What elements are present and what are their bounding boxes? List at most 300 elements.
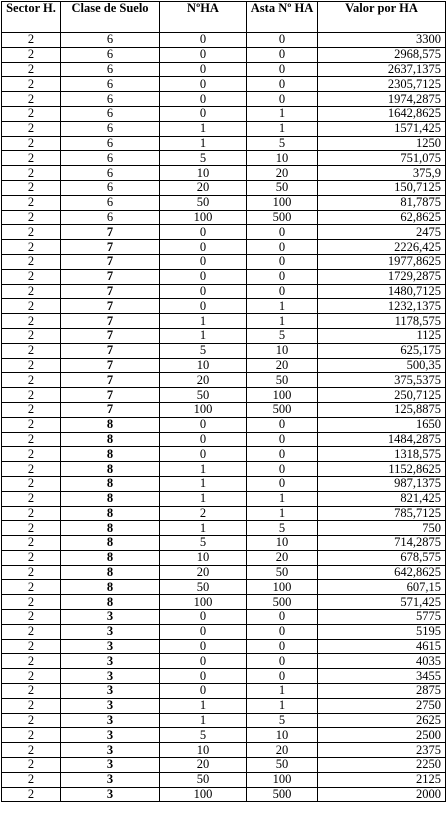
header-asta-nha: Asta Nº HA — [247, 2, 318, 33]
cell-nha: 1 — [160, 136, 247, 151]
table-row — [2, 210, 446, 225]
cell-nha: 50 — [160, 580, 247, 595]
cell-sector: 2 — [2, 254, 61, 269]
cell-sector: 2 — [2, 225, 61, 240]
cell-asta-nha: 1 — [247, 299, 318, 314]
cell-clase-de-suelo: 3 — [61, 624, 160, 639]
cell-clase-de-suelo: 3 — [61, 684, 160, 699]
cell-valor-por-ha: 2000 — [318, 787, 446, 802]
cell-nha: 0 — [160, 610, 247, 625]
cell-nha: 0 — [160, 240, 247, 255]
table-row — [2, 654, 446, 669]
cell-valor-por-ha: 1250 — [318, 136, 446, 151]
cell-nha: 1 — [160, 476, 247, 491]
table-row — [2, 595, 446, 610]
cell-sector: 2 — [2, 595, 61, 610]
cell-clase-de-suelo: 3 — [61, 669, 160, 684]
cell-nha: 0 — [160, 254, 247, 269]
table-row — [2, 447, 446, 462]
cell-asta-nha: 0 — [247, 476, 318, 491]
cell-sector: 2 — [2, 77, 61, 92]
cell-asta-nha: 0 — [247, 269, 318, 284]
cell-sector: 2 — [2, 713, 61, 728]
cell-asta-nha: 20 — [247, 166, 318, 181]
cell-valor-por-ha: 1571,425 — [318, 121, 446, 136]
cell-nha: 20 — [160, 758, 247, 773]
cell-nha: 0 — [160, 624, 247, 639]
table-row — [2, 580, 446, 595]
cell-asta-nha: 50 — [247, 565, 318, 580]
cell-sector: 2 — [2, 210, 61, 225]
cell-valor-por-ha: 607,15 — [318, 580, 446, 595]
table-row — [2, 195, 446, 210]
cell-valor-por-ha: 625,175 — [318, 343, 446, 358]
table-row — [2, 772, 446, 787]
cell-asta-nha: 0 — [247, 47, 318, 62]
cell-nha: 1 — [160, 713, 247, 728]
cell-asta-nha: 0 — [247, 669, 318, 684]
table-row — [2, 166, 446, 181]
cell-sector: 2 — [2, 33, 61, 48]
cell-nha: 1 — [160, 698, 247, 713]
cell-clase-de-suelo: 8 — [61, 462, 160, 477]
cell-sector: 2 — [2, 180, 61, 195]
cell-sector: 2 — [2, 358, 61, 373]
cell-nha: 1 — [160, 521, 247, 536]
cell-sector: 2 — [2, 314, 61, 329]
cell-sector: 2 — [2, 550, 61, 565]
cell-nha: 0 — [160, 47, 247, 62]
cell-clase-de-suelo: 7 — [61, 314, 160, 329]
table-row — [2, 536, 446, 551]
cell-nha: 50 — [160, 195, 247, 210]
cell-clase-de-suelo: 3 — [61, 698, 160, 713]
table-row — [2, 506, 446, 521]
cell-nha: 0 — [160, 432, 247, 447]
cell-nha: 0 — [160, 284, 247, 299]
cell-valor-por-ha: 1650 — [318, 417, 446, 432]
cell-valor-por-ha: 2375 — [318, 743, 446, 758]
cell-valor-por-ha: 5775 — [318, 610, 446, 625]
cell-asta-nha: 500 — [247, 787, 318, 802]
cell-nha: 5 — [160, 151, 247, 166]
cell-asta-nha: 0 — [247, 225, 318, 240]
cell-clase-de-suelo: 7 — [61, 254, 160, 269]
cell-clase-de-suelo: 8 — [61, 432, 160, 447]
cell-nha: 0 — [160, 654, 247, 669]
cell-sector: 2 — [2, 121, 61, 136]
cell-sector: 2 — [2, 432, 61, 447]
table-row — [2, 77, 446, 92]
table-row — [2, 728, 446, 743]
cell-nha: 0 — [160, 77, 247, 92]
cell-valor-por-ha: 642,8625 — [318, 565, 446, 580]
cell-clase-de-suelo: 8 — [61, 491, 160, 506]
table-row — [2, 743, 446, 758]
cell-sector: 2 — [2, 136, 61, 151]
cell-valor-por-ha: 751,075 — [318, 151, 446, 166]
cell-nha: 0 — [160, 669, 247, 684]
cell-nha: 1 — [160, 314, 247, 329]
cell-clase-de-suelo: 3 — [61, 787, 160, 802]
cell-valor-por-ha: 3300 — [318, 33, 446, 48]
cell-valor-por-ha: 1232,1375 — [318, 299, 446, 314]
cell-sector: 2 — [2, 62, 61, 77]
cell-sector: 2 — [2, 624, 61, 639]
cell-valor-por-ha: 750 — [318, 521, 446, 536]
table-row — [2, 180, 446, 195]
table-row — [2, 639, 446, 654]
cell-clase-de-suelo: 7 — [61, 328, 160, 343]
cell-clase-de-suelo: 8 — [61, 417, 160, 432]
table-header — [2, 2, 446, 33]
cell-sector: 2 — [2, 521, 61, 536]
cell-asta-nha: 0 — [247, 624, 318, 639]
table-row — [2, 713, 446, 728]
cell-asta-nha: 10 — [247, 536, 318, 551]
cell-clase-de-suelo: 7 — [61, 299, 160, 314]
cell-nha: 0 — [160, 92, 247, 107]
cell-clase-de-suelo: 3 — [61, 654, 160, 669]
cell-asta-nha: 50 — [247, 180, 318, 195]
cell-asta-nha: 50 — [247, 373, 318, 388]
cell-sector: 2 — [2, 565, 61, 580]
table-row — [2, 47, 446, 62]
cell-asta-nha: 0 — [247, 417, 318, 432]
cell-asta-nha: 100 — [247, 772, 318, 787]
cell-valor-por-ha: 2968,575 — [318, 47, 446, 62]
cell-clase-de-suelo: 8 — [61, 550, 160, 565]
cell-clase-de-suelo: 7 — [61, 388, 160, 403]
cell-sector: 2 — [2, 388, 61, 403]
cell-valor-por-ha: 500,35 — [318, 358, 446, 373]
cell-asta-nha: 5 — [247, 713, 318, 728]
cell-clase-de-suelo: 8 — [61, 536, 160, 551]
cell-clase-de-suelo: 6 — [61, 210, 160, 225]
cell-valor-por-ha: 2875 — [318, 684, 446, 699]
cell-sector: 2 — [2, 299, 61, 314]
cell-valor-por-ha: 1480,7125 — [318, 284, 446, 299]
cell-asta-nha: 0 — [247, 77, 318, 92]
cell-clase-de-suelo: 8 — [61, 595, 160, 610]
cell-asta-nha: 1 — [247, 684, 318, 699]
cell-nha: 0 — [160, 62, 247, 77]
cell-valor-por-ha: 987,1375 — [318, 476, 446, 491]
cell-clase-de-suelo: 7 — [61, 343, 160, 358]
cell-clase-de-suelo: 3 — [61, 743, 160, 758]
cell-asta-nha: 0 — [247, 610, 318, 625]
cell-clase-de-suelo: 8 — [61, 580, 160, 595]
cell-valor-por-ha: 2475 — [318, 225, 446, 240]
cell-asta-nha: 0 — [247, 654, 318, 669]
cell-sector: 2 — [2, 195, 61, 210]
table-row — [2, 92, 446, 107]
cell-valor-por-ha: 2750 — [318, 698, 446, 713]
cell-valor-por-ha: 1152,8625 — [318, 462, 446, 477]
cell-valor-por-ha: 1484,2875 — [318, 432, 446, 447]
table-row — [2, 136, 446, 151]
cell-nha: 20 — [160, 180, 247, 195]
cell-asta-nha: 1 — [247, 314, 318, 329]
cell-sector: 2 — [2, 447, 61, 462]
cell-asta-nha: 0 — [247, 284, 318, 299]
cell-sector: 2 — [2, 269, 61, 284]
table-row — [2, 358, 446, 373]
cell-nha: 10 — [160, 550, 247, 565]
cell-clase-de-suelo: 6 — [61, 62, 160, 77]
cell-valor-por-ha: 2250 — [318, 758, 446, 773]
cell-valor-por-ha: 3455 — [318, 669, 446, 684]
cell-nha: 20 — [160, 373, 247, 388]
cell-asta-nha: 50 — [247, 758, 318, 773]
cell-sector: 2 — [2, 166, 61, 181]
cell-valor-por-ha: 1974,2875 — [318, 92, 446, 107]
cell-clase-de-suelo: 3 — [61, 713, 160, 728]
table-row — [2, 521, 446, 536]
cell-nha: 20 — [160, 565, 247, 580]
table-row — [2, 284, 446, 299]
table-row — [2, 269, 446, 284]
cell-nha: 1 — [160, 121, 247, 136]
cell-clase-de-suelo: 6 — [61, 166, 160, 181]
cell-sector: 2 — [2, 462, 61, 477]
cell-nha: 1 — [160, 328, 247, 343]
cell-asta-nha: 1 — [247, 698, 318, 713]
cell-clase-de-suelo: 3 — [61, 639, 160, 654]
cell-asta-nha: 20 — [247, 550, 318, 565]
cell-nha: 0 — [160, 269, 247, 284]
table-row — [2, 388, 446, 403]
cell-clase-de-suelo: 6 — [61, 92, 160, 107]
cell-nha: 100 — [160, 210, 247, 225]
cell-nha: 5 — [160, 343, 247, 358]
cell-sector: 2 — [2, 328, 61, 343]
table-row — [2, 299, 446, 314]
cell-sector: 2 — [2, 743, 61, 758]
cell-valor-por-ha: 821,425 — [318, 491, 446, 506]
cell-asta-nha: 5 — [247, 521, 318, 536]
cell-sector: 2 — [2, 491, 61, 506]
cell-clase-de-suelo: 8 — [61, 521, 160, 536]
table-row — [2, 225, 446, 240]
table-row — [2, 610, 446, 625]
cell-sector: 2 — [2, 47, 61, 62]
table-row — [2, 565, 446, 580]
table-row — [2, 314, 446, 329]
cell-valor-por-ha: 1178,575 — [318, 314, 446, 329]
cell-clase-de-suelo: 7 — [61, 225, 160, 240]
cell-valor-por-ha: 81,7875 — [318, 195, 446, 210]
cell-sector: 2 — [2, 151, 61, 166]
table-row — [2, 417, 446, 432]
cell-asta-nha: 5 — [247, 136, 318, 151]
cell-asta-nha: 10 — [247, 343, 318, 358]
cell-valor-por-ha: 1977,8625 — [318, 254, 446, 269]
cell-valor-por-ha: 1125 — [318, 328, 446, 343]
cell-nha: 10 — [160, 358, 247, 373]
cell-asta-nha: 500 — [247, 595, 318, 610]
cell-sector: 2 — [2, 772, 61, 787]
cell-sector: 2 — [2, 580, 61, 595]
cell-asta-nha: 0 — [247, 240, 318, 255]
cell-nha: 50 — [160, 772, 247, 787]
cell-asta-nha: 0 — [247, 447, 318, 462]
cell-nha: 10 — [160, 743, 247, 758]
table-row — [2, 373, 446, 388]
cell-valor-por-ha: 150,7125 — [318, 180, 446, 195]
cell-valor-por-ha: 2305,7125 — [318, 77, 446, 92]
cell-sector: 2 — [2, 240, 61, 255]
cell-clase-de-suelo: 3 — [61, 758, 160, 773]
cell-valor-por-ha: 62,8625 — [318, 210, 446, 225]
cell-sector: 2 — [2, 417, 61, 432]
cell-sector: 2 — [2, 536, 61, 551]
cell-clase-de-suelo: 8 — [61, 565, 160, 580]
table-row — [2, 106, 446, 121]
cell-nha: 1 — [160, 462, 247, 477]
cell-valor-por-ha: 375,5375 — [318, 373, 446, 388]
cell-valor-por-ha: 5195 — [318, 624, 446, 639]
cell-clase-de-suelo: 6 — [61, 106, 160, 121]
table-row — [2, 491, 446, 506]
table-row — [2, 254, 446, 269]
cell-valor-por-ha: 678,575 — [318, 550, 446, 565]
cell-sector: 2 — [2, 343, 61, 358]
cell-clase-de-suelo: 3 — [61, 772, 160, 787]
cell-nha: 0 — [160, 225, 247, 240]
cell-sector: 2 — [2, 639, 61, 654]
cell-clase-de-suelo: 8 — [61, 506, 160, 521]
cell-nha: 100 — [160, 402, 247, 417]
header-sector: Sector H. — [2, 2, 61, 33]
cell-asta-nha: 100 — [247, 580, 318, 595]
cell-valor-por-ha: 125,8875 — [318, 402, 446, 417]
cell-sector: 2 — [2, 402, 61, 417]
cell-sector: 2 — [2, 610, 61, 625]
cell-asta-nha: 0 — [247, 92, 318, 107]
cell-nha: 5 — [160, 536, 247, 551]
cell-asta-nha: 100 — [247, 195, 318, 210]
cell-clase-de-suelo: 6 — [61, 33, 160, 48]
cell-sector: 2 — [2, 728, 61, 743]
cell-sector: 2 — [2, 506, 61, 521]
cell-nha: 10 — [160, 166, 247, 181]
cell-asta-nha: 0 — [247, 254, 318, 269]
header-clase-de-suelo: Clase de Suelo — [61, 2, 160, 33]
cell-nha: 50 — [160, 388, 247, 403]
cell-valor-por-ha: 1318,575 — [318, 447, 446, 462]
cell-asta-nha: 0 — [247, 639, 318, 654]
cell-sector: 2 — [2, 654, 61, 669]
cell-nha: 100 — [160, 595, 247, 610]
table-row — [2, 121, 446, 136]
table-row — [2, 240, 446, 255]
table-row — [2, 476, 446, 491]
cell-valor-por-ha: 1729,2875 — [318, 269, 446, 284]
cell-valor-por-ha: 785,7125 — [318, 506, 446, 521]
cell-valor-por-ha: 2226,425 — [318, 240, 446, 255]
table-row — [2, 33, 446, 48]
header-row — [2, 2, 446, 33]
cell-valor-por-ha: 4035 — [318, 654, 446, 669]
table-body — [2, 33, 446, 802]
cell-asta-nha: 1 — [247, 506, 318, 521]
cell-asta-nha: 0 — [247, 432, 318, 447]
cell-asta-nha: 0 — [247, 62, 318, 77]
table-row — [2, 328, 446, 343]
table-row — [2, 684, 446, 699]
cell-asta-nha: 1 — [247, 106, 318, 121]
cell-sector: 2 — [2, 92, 61, 107]
cell-sector: 2 — [2, 284, 61, 299]
cell-clase-de-suelo: 6 — [61, 180, 160, 195]
cell-sector: 2 — [2, 787, 61, 802]
cell-sector: 2 — [2, 698, 61, 713]
cell-clase-de-suelo: 6 — [61, 136, 160, 151]
cell-asta-nha: 0 — [247, 33, 318, 48]
table-row — [2, 624, 446, 639]
cell-clase-de-suelo: 7 — [61, 269, 160, 284]
cell-valor-por-ha: 714,2875 — [318, 536, 446, 551]
cell-nha: 0 — [160, 684, 247, 699]
cell-sector: 2 — [2, 476, 61, 491]
header-valor-por-ha: Valor por HA — [318, 2, 446, 33]
cell-nha: 0 — [160, 33, 247, 48]
cell-nha: 2 — [160, 506, 247, 521]
cell-valor-por-ha: 571,425 — [318, 595, 446, 610]
cell-sector: 2 — [2, 684, 61, 699]
cell-valor-por-ha: 2125 — [318, 772, 446, 787]
cell-sector: 2 — [2, 106, 61, 121]
cell-clase-de-suelo: 7 — [61, 284, 160, 299]
cell-asta-nha: 10 — [247, 728, 318, 743]
cell-valor-por-ha: 2625 — [318, 713, 446, 728]
cell-nha: 5 — [160, 728, 247, 743]
cell-clase-de-suelo: 7 — [61, 402, 160, 417]
table-row — [2, 787, 446, 802]
cell-nha: 0 — [160, 447, 247, 462]
cell-nha: 0 — [160, 639, 247, 654]
cell-valor-por-ha: 4615 — [318, 639, 446, 654]
cell-nha: 0 — [160, 417, 247, 432]
table-row — [2, 402, 446, 417]
cell-clase-de-suelo: 6 — [61, 151, 160, 166]
table-row — [2, 62, 446, 77]
table-row — [2, 698, 446, 713]
cell-valor-por-ha: 375,9 — [318, 166, 446, 181]
table-row — [2, 432, 446, 447]
table-row — [2, 462, 446, 477]
cell-clase-de-suelo: 8 — [61, 447, 160, 462]
table-row — [2, 151, 446, 166]
table-row — [2, 550, 446, 565]
cell-asta-nha: 500 — [247, 210, 318, 225]
cell-clase-de-suelo: 7 — [61, 358, 160, 373]
cell-nha: 100 — [160, 787, 247, 802]
cell-asta-nha: 20 — [247, 358, 318, 373]
cell-asta-nha: 20 — [247, 743, 318, 758]
cell-nha: 0 — [160, 106, 247, 121]
cell-clase-de-suelo: 6 — [61, 195, 160, 210]
cell-clase-de-suelo: 3 — [61, 728, 160, 743]
cell-clase-de-suelo: 6 — [61, 121, 160, 136]
table-row — [2, 758, 446, 773]
cell-clase-de-suelo: 6 — [61, 47, 160, 62]
cell-clase-de-suelo: 6 — [61, 77, 160, 92]
cell-valor-por-ha: 2500 — [318, 728, 446, 743]
cell-asta-nha: 5 — [247, 328, 318, 343]
header-nha: NºHA — [160, 2, 247, 33]
